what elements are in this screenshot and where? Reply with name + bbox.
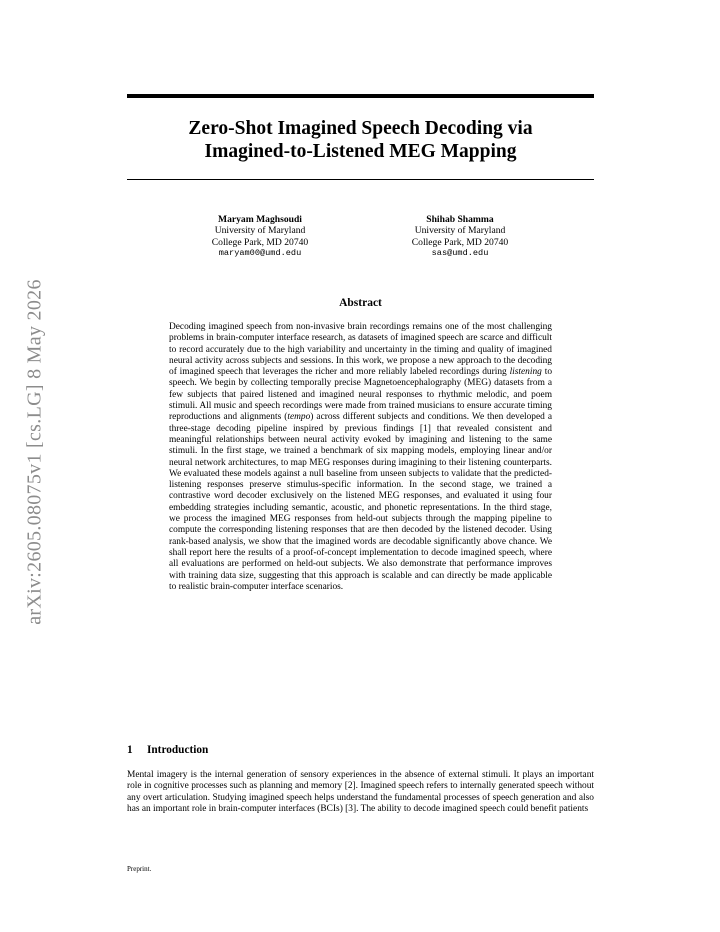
author-address: College Park, MD 20740 [411, 236, 509, 248]
title-line-2: Imagined-to-Listened MEG Mapping [204, 141, 517, 162]
author-name: Shihab Shamma [426, 214, 494, 225]
author-affiliation: University of Maryland [414, 225, 506, 237]
author-email[interactable]: maryam00@umd.edu [218, 248, 302, 259]
preprint-footer: Preprint. [127, 865, 152, 873]
author-name: Maryam Maghsoudi [218, 214, 302, 225]
abstract-heading: Abstract [339, 297, 382, 309]
arxiv-identifier-sidebar [20, 262, 50, 642]
introduction-paragraph: Mental imagery is the internal generation of sensory experiences in the absence of external stimuli. It plays an important role in cognitive processes such as planning and memory [2]. Imagined speech refers to internally generated speech without any overt articulation. Studying imagined speech helps understand the fundamental processes of speech generation and also has an important role in brain-computer interfaces (BCIs) [3]. The ability to decode imagined speech could benefit patients [127, 770, 594, 814]
author-block-2 [360, 214, 560, 260]
arxiv-identifier: arXiv:2605.08075v1 [cs.LG] 8 May 2026 [23, 279, 46, 625]
author-address: College Park, MD 20740 [211, 236, 309, 248]
section-heading-introduction [127, 744, 208, 756]
abstract-text-part-1: Decoding imagined speech from non-invasive brain recordings remains one of the most challenging problems in brain-computer interface research, as datasets of imagined speech are scarce and difficult to record accurately due to the high variability and uncertainty in the timing and quality of imagined neural activity across subjects and sessions. In this work, we propose a new approach to the decoding of imagined speech that leverages the richer and more reliably labeled recordings during [169, 322, 552, 378]
abstract-emphasis-tempo: tempo [287, 412, 311, 423]
author-affiliation: University of Maryland [214, 225, 306, 237]
abstract-text-part-3: ) across different subjects and conditions. We then developed a three-stage decoding pipeline inspired by previous findings [1] that revealed consistent and meaningful relationships between neural activity evoked by imagining and listening to the same stimuli. In the first stage, we trained a benchmark of six mapping models, employing linear and/or neural network architectures, to map MEG responses during imagining to their listening counterparts. We evaluated these models against a null baseline from unseen subjects to validate that the predicted-listening responses preserve stimulus-specific information. In the second stage, we trained a contrastive word decoder exclusively on the listened MEG responses, and evaluated it using four embedding strategies including semantic, acoustic, and phonetic representations. In the third stage, we process the imagined MEG responses from held-out subjects through the mapping pipeline to compute the corresponding listening responses that are then decoded by the listened decoder. Using rank-based analysis, we show that the imagined words are decodable significantly above chance. We shall report here the results of a proof-of-concept implementation to decode imagined speech, where all evaluations are performed on held-out subjects. We also demonstrate that performance improves with training data size, suggesting that this approach is scalable and can directly be made applicable to realistic brain-computer interface scenarios. [169, 412, 552, 592]
author-block-1 [160, 214, 360, 260]
title-top-rule [127, 94, 594, 98]
paper-title [127, 117, 594, 163]
title-line-1: Zero-Shot Imagined Speech Decoding via [188, 118, 533, 139]
section-number: 1 [127, 744, 133, 756]
abstract-body [169, 322, 552, 593]
title-bottom-rule [127, 179, 594, 180]
section-title: Introduction [147, 744, 209, 756]
abstract-emphasis-listening: listening [509, 367, 542, 378]
author-email[interactable]: sas@umd.edu [431, 248, 489, 259]
abstract-text-part-2: to speech. We begin by collecting temporally precise Magnetoencephalography (MEG) datasets from a few subjects that paired listened and imagined neural responses to rhythmic melodic, and poem stimuli. All music and speech recordings were made from trained musicians to ensure accurate timing reproductions and alignments ( [169, 367, 553, 423]
